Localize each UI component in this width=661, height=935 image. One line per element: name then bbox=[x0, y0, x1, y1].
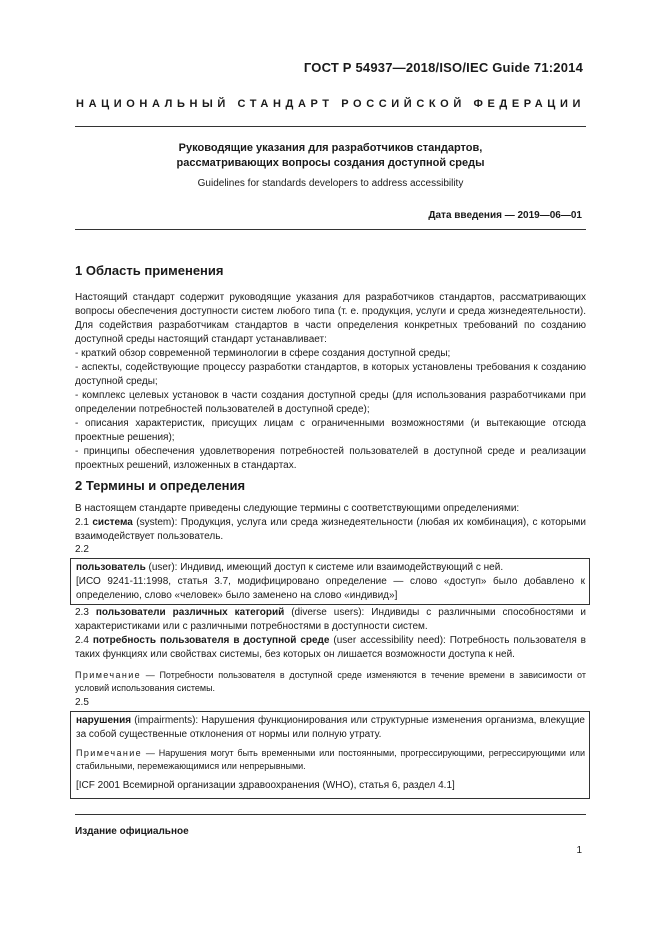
title-english: Guidelines for standards developers to address accessibility bbox=[197, 178, 464, 189]
note-1 bbox=[75, 669, 586, 695]
page-number: 1 bbox=[576, 845, 582, 856]
scope-item: - принципы обеспечения удовлетворения потребностей пользователей в доступной среде и реализации проектных решений, изложенных в стандартах. bbox=[75, 446, 586, 471]
national-standard-banner: НАЦИОНАЛЬНЫЙ СТАНДАРТ РОССИЙСКОЙ ФЕДЕРАЦИИ bbox=[76, 98, 585, 110]
section2-intro: В настоящем стандарте приведены следующие термины с соответствующими определениями: bbox=[75, 503, 520, 514]
note-label: Примечание bbox=[76, 748, 143, 758]
official-edition-label: Издание официальное bbox=[75, 826, 189, 837]
standard-designation: ГОСТ Р 54937—2018/ISO/IEC Guide 71:2014 bbox=[303, 60, 583, 75]
note-label: Примечание bbox=[75, 670, 142, 680]
term-name: потребность пользователя в доступной среде bbox=[92, 635, 330, 646]
term-definition: (system): Продукция, услуга или среда жизнедеятельности (любая их комбинация), с которыми взаимодействует пользователь. bbox=[75, 517, 586, 542]
footer-divider bbox=[75, 814, 586, 815]
note-2 bbox=[76, 747, 585, 773]
section1-paragraph: Настоящий стандарт содержит руководящие указания для разработчиков стандартов, рассматривающих вопросы обеспечения доступности систем любого типа (т. е. продукция, услуги и среда жизнедеятельности). Для содействия разработчикам стандартов в части определения конкретных требований по созданию доступной среды настоящий стандарт устанавливает: bbox=[75, 292, 586, 345]
scope-item: - комплекс целевых установок в части создания доступной среды (для использования разработчиками при определении потребностей пользователей в доступной среде); bbox=[75, 390, 586, 415]
title-russian bbox=[0, 141, 661, 171]
term-number: 2.3 bbox=[75, 607, 89, 618]
term-name: нарушения bbox=[76, 715, 132, 726]
effective-date: Дата введения — 2019—06—01 bbox=[428, 210, 582, 221]
term-2-1 bbox=[75, 516, 586, 544]
scope-item: - описания характеристик, присущих лицам с ограниченными возможностями (и вытекающие отсюда проектные решения); bbox=[75, 418, 586, 443]
term-definition: (diverse users): Индивиды с различными способностями и характеристиками или с различными потребностями в доступности систем. bbox=[75, 607, 587, 632]
term-definition: (user): Индивид, имеющий доступ к системе или взаимодействующий с ней. bbox=[145, 562, 504, 573]
term-2-4 bbox=[75, 634, 586, 662]
term-definition: (impairments): Нарушения функционирования или структурные изменения организма, влекущие за собой существенные отклонения от нормы или полную утрату. bbox=[76, 715, 585, 740]
term-number: 2.4 bbox=[75, 635, 89, 646]
term-name: пользователь bbox=[76, 562, 146, 573]
term-number: 2.1 bbox=[75, 517, 89, 528]
term-2-2-source: [ИСО 9241-11:1998, статья 3.7, модифицировано определение — слово «доступ» было добавлено к определению, слово «человек» было заменено на слово «индивид»] bbox=[76, 576, 585, 601]
term-2-2 bbox=[76, 561, 585, 575]
scope-item: - краткий обзор современной терминологии в сфере создания доступной среды; bbox=[75, 348, 451, 359]
term-name: пользователи различных категорий bbox=[95, 607, 285, 618]
term-2-5-source: [ICF 2001 Всемирной организации здравоохранения (WHO), статья 6, раздел 4.1] bbox=[76, 780, 455, 791]
title-ru-line1: Руководящие указания для разработчиков стандартов, bbox=[178, 142, 483, 154]
section2-intro-block bbox=[75, 502, 586, 544]
term-2-5-number: 2.5 bbox=[75, 697, 89, 708]
terms-2-3-2-4 bbox=[75, 606, 586, 695]
note-text: — Потребности пользователя в доступной среде изменяются в течение времени в зависимости от условий использования системы. bbox=[75, 670, 586, 693]
term-name: система bbox=[92, 517, 133, 528]
term-2-3 bbox=[75, 606, 586, 634]
term-2-5 bbox=[76, 714, 585, 742]
section2-heading: 2 Термины и определения bbox=[75, 478, 246, 493]
note-text: — Нарушения могут быть временными или постоянными, прогрессирующими, регрессирующими или стабильными, перемежающимися или непрерывными. bbox=[76, 748, 585, 771]
title-ru-line2: рассматривающих вопросы создания доступной среды bbox=[176, 157, 485, 169]
term-2-2-number: 2.2 bbox=[75, 544, 89, 555]
term-2-2-box bbox=[70, 558, 590, 605]
term-2-5-box bbox=[70, 711, 590, 799]
section1-heading: 1 Область применения bbox=[75, 263, 224, 278]
date-divider bbox=[75, 229, 586, 230]
header-divider bbox=[75, 126, 586, 127]
section1-body bbox=[75, 291, 586, 473]
term-definition: (user accessibility need): Потребность пользователя в таких функциях или свойствах системы, без которых он лишается возможности доступа к ней. bbox=[75, 635, 586, 660]
scope-item: - аспекты, содействующие процессу разработки стандартов, в которых установлены требования к созданию доступной среды; bbox=[75, 362, 586, 387]
